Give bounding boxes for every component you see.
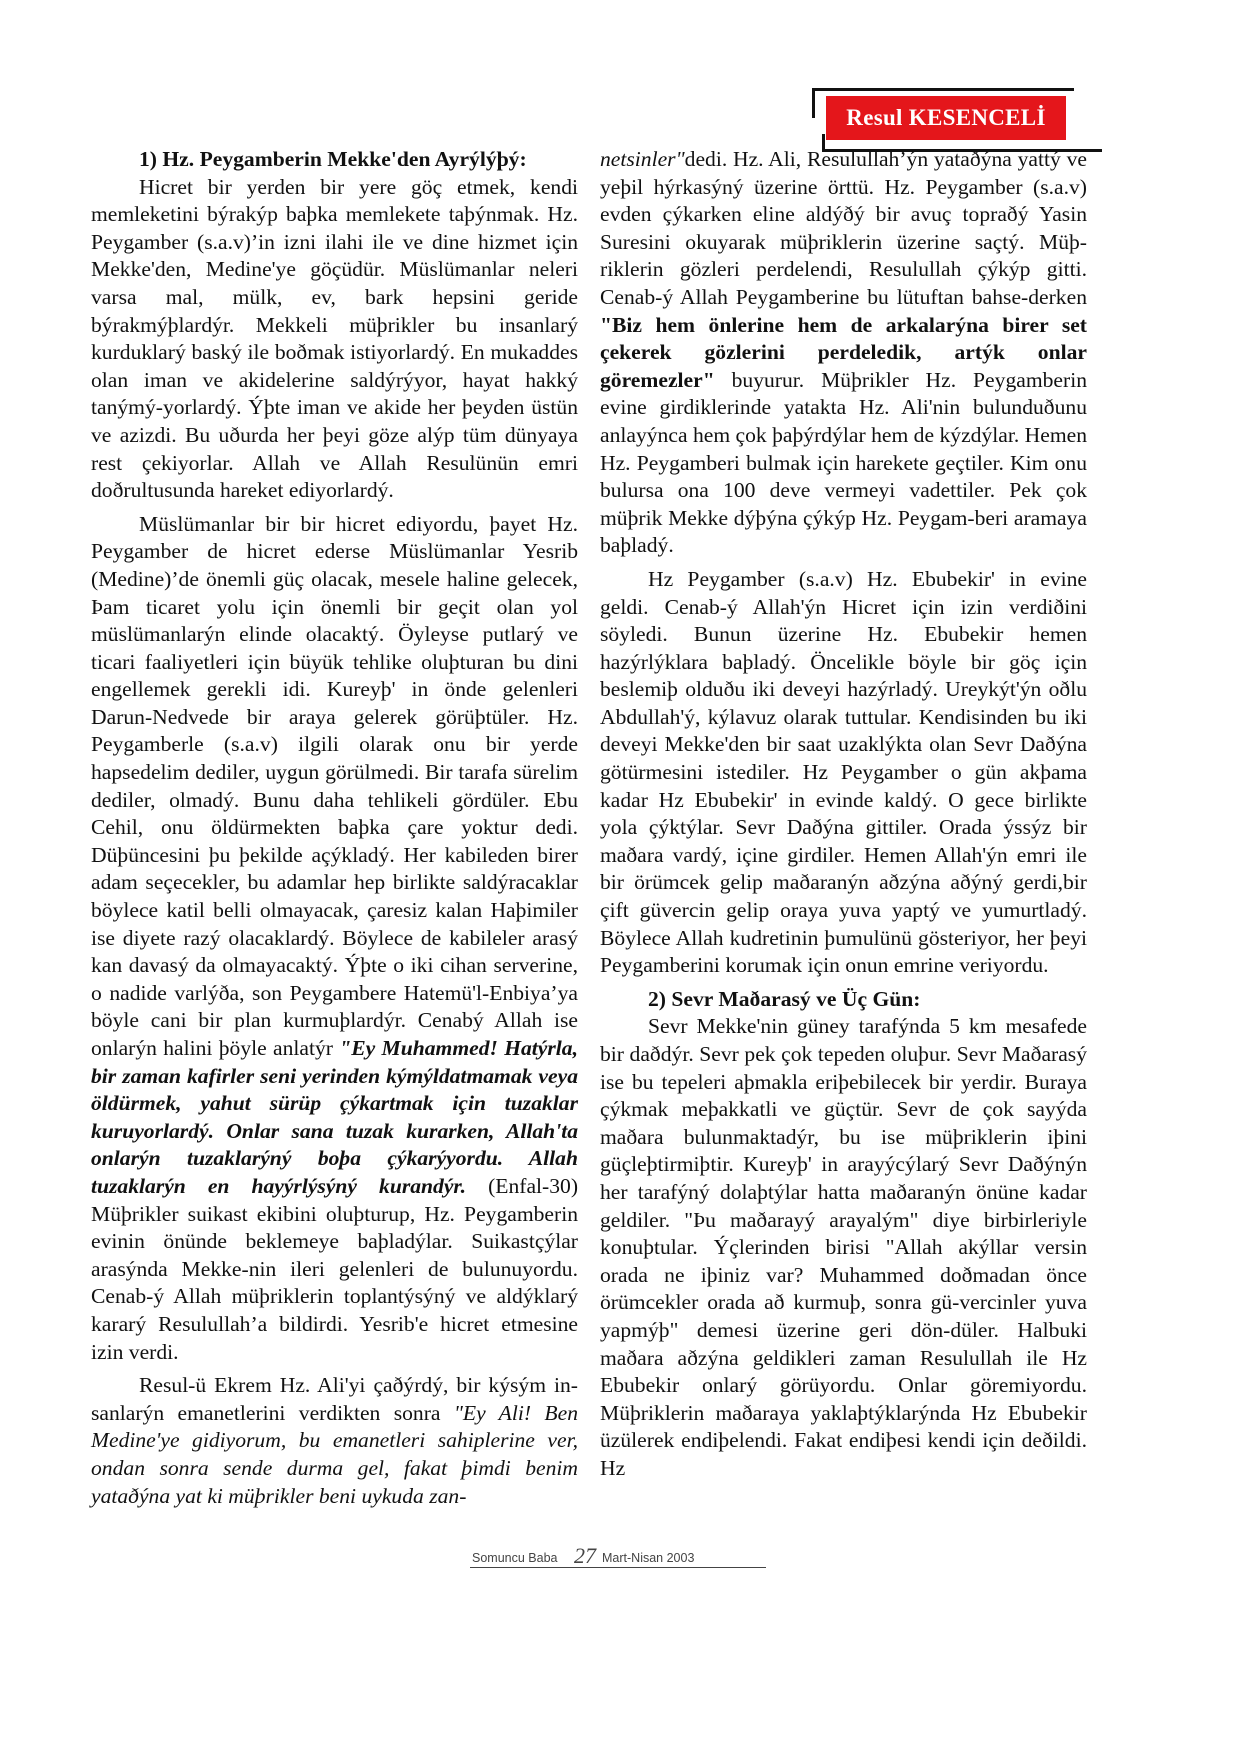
paragraph-text: dedi. Hz. Ali, Resulullah’ýn yataðýna yattý ve yeþil hýrkasýný üzerine örttü. Hz. Peygamber (s.a.v) evden çýkarken eline aldýðý bir avuç topraðý Yasin Suresini okuyarak müþriklerin üzerine saçtý. Müþ-riklerin gözleri perdelendi, Resulullah çýkýp gitti. Cenab-ý Allah Peygamberine bu lütuftan bahse-derken [600, 147, 1087, 309]
paragraph [91, 511, 578, 1366]
author-name: Resul KESENCELİ [826, 96, 1066, 140]
quote: "Ey Ali! Ben Medine'ye gidiyorum, bu emanetleri sahiplerine ver, ondan sonra sende durma gel, fakat þimdi benim yataðýna yat ki müþrikler beni uykuda zan- [91, 1400, 578, 1508]
paragraph [600, 146, 1087, 560]
paragraph-text: Müslümanlar bir bir hicret ediyordu, þayet Hz. Peygamber de hicret ederse Müslümanlar Yesrib (Medine)’de önemli güç olacak, mesele haline gelecek, Þam ticaret yolu için önemli bir geçit olan yol müslümanlarýn elinde olacaktý. Öyleyse putlarý ve ticari faaliyetleri için büyük tehlike oluþturan bu dini engellemek gerekli idi. Kureyþ' in önde gelenleri Darun-Nedvede bir araya gelerek görüþtüler. Hz. Peygamberle (s.a.v) ilgili olarak onu bir yerde hapsedelim dediler, uygun görülmedi. Bir tarafa sürelim dediler, olmadý. Bunu daha tehlikeli gördüler. Ebu Cehil, onu öldürmekten baþka çare yoktur dedi. Düþüncesini þu þekilde açýkladý. Her kabileden birer adam seçecekler, bu adamlar hep birlikte saldýracaklar böylece katil belli olmayacak, çaresiz kalan Haþimiler ise diyete razý olacaklardý. Böylece de kabileler arasý kan davasý da olmayacaktý. Ýþte o iki cihan serverine, o nadide varlýða, son Peygambere Hatemü'l-Enbiya’ya böyle cani bir plan kurmuþlardýr. Cenabý Allah ise onlarýn halini þöyle anlatýr [91, 511, 578, 1060]
issue-date: Mart-Nisan 2003 [602, 1551, 695, 1565]
magazine-name: Somuncu Baba [472, 1551, 558, 1565]
paragraph [91, 1372, 578, 1510]
frame-line-top [812, 88, 1074, 91]
quran-quote: "Biz hem önlerine hem de arkalarýna birer set çekerek gözlerini perdeledik, artýk onlar göremezler" [600, 312, 1087, 392]
section-heading-2: 2) Sevr Maðarasý ve Üç Gün: [648, 986, 921, 1011]
paragraph-text: buyurur. Müþrikler Hz. Peygamberin evine girdiklerinde yatakta Hz. Ali'nin bulunduðunu anlayýnca hem çok þaþýrdýlar hem de kýzdýlar. Hemen Hz. Peygamberi bulmak için harekete geçtiler. Kim onu bulursa ona 100 deve vermeyi vadettiler. Pek çok müþrik Mekke dýþýna çýkýp Hz. Peygam-beri aramaya baþladý. [600, 367, 1087, 558]
section-heading-1: 1) Hz. Peygamberin Mekke'den Ayrýlýþý: [139, 147, 527, 171]
author-box [812, 88, 1074, 152]
right-column [600, 146, 1087, 1489]
left-column [91, 146, 578, 1516]
paragraph: Hz Peygamber (s.a.v) Hz. Ebubekir' in evine geldi. Cenab-ý Allah'ýn Hicret için izin verdiðini söyledi. Bunun üzerine Hz. Ebubekir hemen hazýrlýklara baþladý. Öncelikle böyle bir göç için beslemiþ olduðu iki deveyi hazýrladý. Ureykýt'ýn oðlu Abdullah'ý, kýlavuz olarak tuttular. Kendisinden bu iki deveyi Mekke'den bir saat uzaklýkta olan Sevr Daðýna götürmesini istediler. Hz Peygamber o gün akþama kadar Hz Ebubekir' in evinde kaldý. O gece birlikte yola çýktýlar. Sevr Daðýna gittiler. Orada ýssýz bir maðara vardý, içine girdiler. Hemen Allah'ýn emri ile bir örümcek gelip maðaranýn aðzýna aðýný gerdi,bir çift güvercin gelip oraya yuva yaptý ve yumurtladý. Böylece Allah kudretinin þumulünü gösteriyor, her þeyi Peygamberini korumak için onun emrine veriyordu. [600, 566, 1087, 978]
paragraph: Sevr Mekke'nin güney tarafýnda 5 km mesafede bir daðdýr. Sevr pek çok tepeden oluþur. Sevr Maðarasý ise bu tepeleri aþmakla eriþebilecek bir yerdir. Buraya çýkmak meþakkatli ve güçtür. Sevr de çok sayýda maðara bulunmaktadýr, bu ise müþriklerin iþini güçleþtirmiþtir. Kureyþ' in arayýcýlarý Sevr Daðýnýn her tarafýný dolaþtýlar hatta maðaranýn önüne kadar geldiler. "Þu maðarayý arayalým" diye birbirleriyle konuþtular. Ýçlerinden birisi "Allah akýllar versin orada ne iþiniz var? Muhammed doðmadan önce örümcekler orada að kurmuþ, sonra gü-vercinler yuva yapmýþ" demesi üzerine geri dön-düler. Halbuki maðara aðzýna geldikleri zaman Resulullah ile Hz Ebubekir onlarý görüyordu. Onlar göremiyordu. Müþriklerin maðaraya yaklaþtýklarýnda Hz Ebubekir üzülerek endiþelendi. Fakat endiþesi kendi için deðildi. Hz [600, 1014, 1087, 1480]
paragraph-text: (Enfal-30) Müþrikler suikast ekibini oluþturup, Hz. Peygamberin evinin önünde beklemeye baþladýlar. Suikastçýlar arasýnda Mekke-nin ileri gelenleri de bulunuyordu. Cenab-ý Allah müþriklerin toplantýsýný ve aldýklarý kararý Resulullah’a bildirdi. Yesrib'e hicret etmesine izin verdi. [91, 1173, 579, 1364]
footer-rule [470, 1567, 766, 1568]
paragraph: Hicret bir yerden bir yere göç etmek, kendi memleketini býrakýp baþka memlekete taþýnmak. Hz. Peygamber (s.a.v)’in izni ilahi ile ve dine hizmet için Mekke'den, Medine'ye göçüdür. Müslümanlar neleri varsa mal, mülk, ev, bark hepsini geride býrakmýþlardýr. Mekkeli müþrikler bu insanlarý kurduklarý baský ile boðmak istiyorlardý. En mukaddes olan iman ve akidelerine saldýrýyor, hayat hakký tanýmý-yorlardý. Ýþte iman ve akide her þeyden üstün ve azizdi. Bu uðurda her þeyi göze alýp tüm dünyaya rest çekiyorlar. Allah ve Allah Resulünün emri doðrultusunda hareket ediyorlardý. [91, 174, 578, 503]
page-number: 27 [574, 1543, 596, 1568]
quran-quote: "Ey Muhammed! Hatýrla, bir zaman kafirler seni yerinden kýmýldatmamak veya öldürmek, yahut sürüp çýkartmak için tuzaklar kuruyorlardý. Onlar sana tuzak kurarken, Allah'ta onlarýn tuzaklarýný boþa çýkarýyordu. Allah tuzaklarýn en hayýrlýsýný kurandýr. [91, 1036, 578, 1198]
page-footer [470, 1545, 766, 1575]
quote-continuation: netsinler" [600, 147, 685, 171]
paragraph-text: Resul-ü Ekrem Hz. Ali'yi çaðýrdý, bir kýsým in-sanlarýn emanetlerini verdikten sonra [91, 1373, 578, 1425]
frame-line-left [812, 88, 815, 118]
